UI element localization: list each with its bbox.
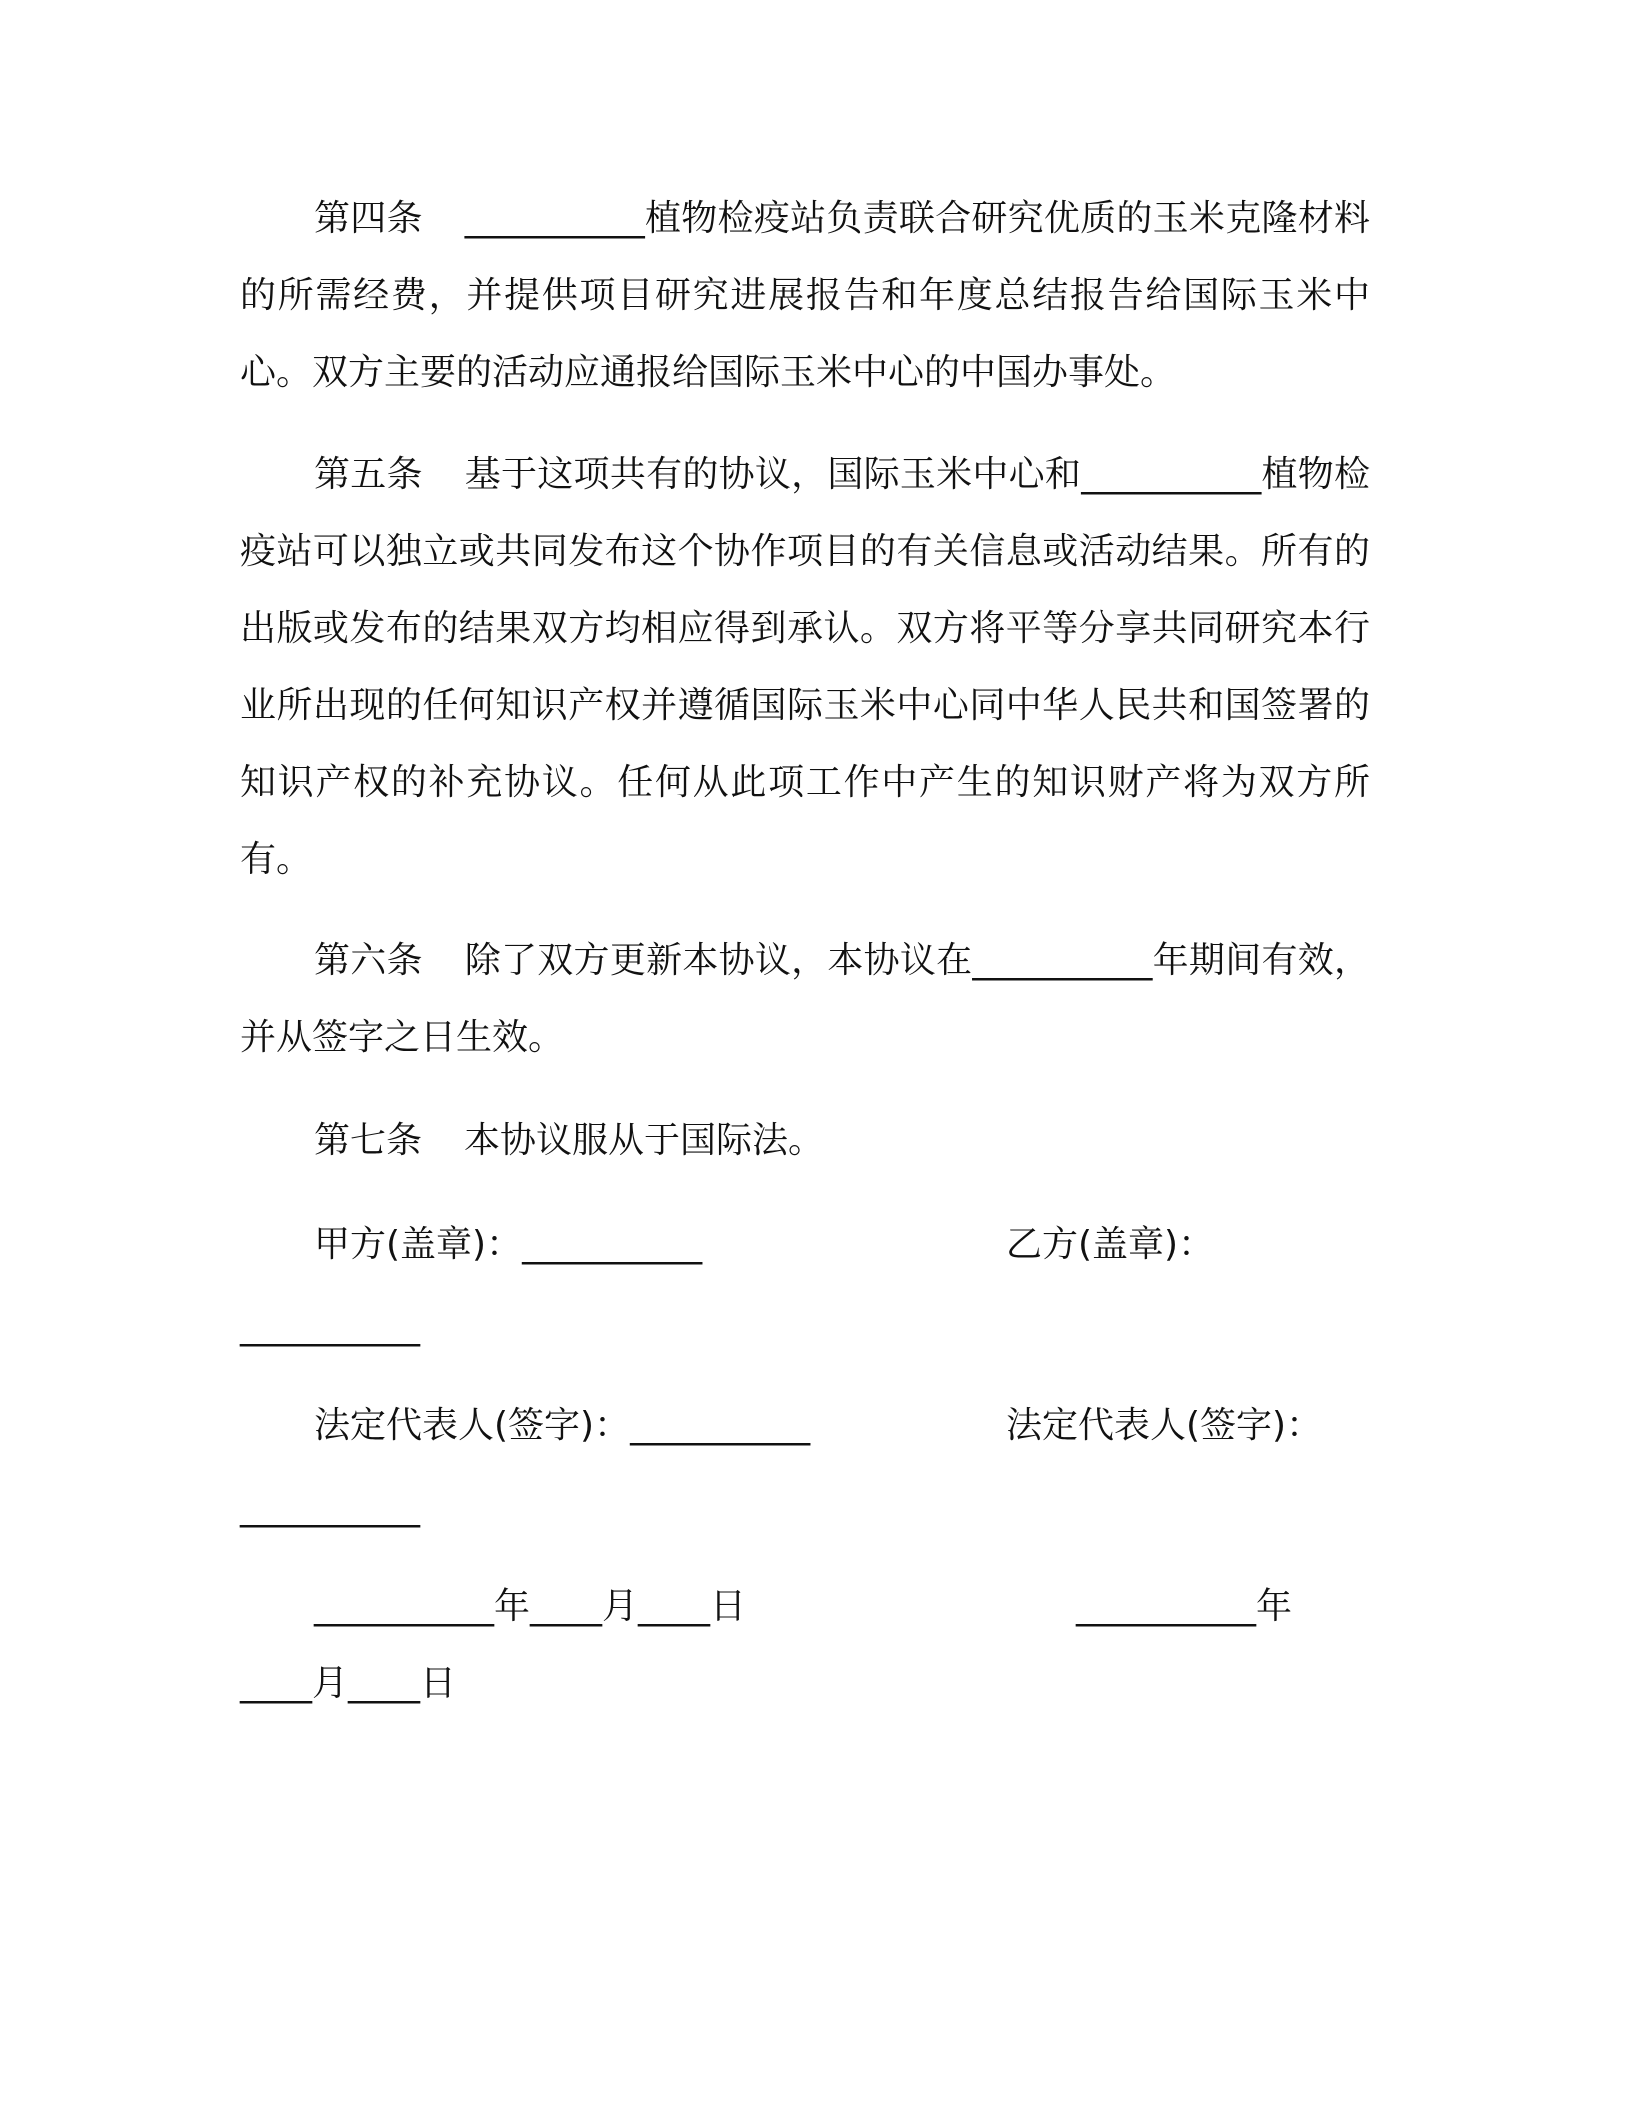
article-7 — [240, 1102, 1370, 1179]
article-label: 第五条 — [314, 454, 423, 495]
party-b-seal-blank: __________ — [240, 1306, 420, 1347]
article-6 — [240, 922, 1370, 1076]
article-text: 除了双方更新本协议，本协议在__________年期间有效，并从签字之日生效。 — [240, 940, 1370, 1058]
party-b-seal: 乙方(盖章)： — [1006, 1224, 1215, 1265]
party-b-date-year: __________年 — [1076, 1586, 1293, 1627]
article-text: 本协议服从于国际法。 — [464, 1120, 825, 1161]
party-a-representative: 法定代表人(签字)：__________ — [314, 1405, 811, 1446]
party-a-date: __________年____月____日 — [314, 1586, 746, 1627]
article-5 — [240, 436, 1370, 898]
article-text: __________植物检疫站负责联合研究优质的玉米克隆材料的所需经费，并提供项目研究进展报告和年度总结报告给国际玉米中心。双方主要的活动应通报给国际玉米中心的中国办事处。 — [240, 198, 1370, 393]
article-4 — [240, 180, 1370, 411]
party-b-representative-blank: __________ — [240, 1487, 420, 1528]
article-label: 第七条 — [314, 1120, 423, 1161]
article-label: 第六条 — [314, 940, 423, 981]
party-a-seal: 甲方(盖章)：__________ — [314, 1224, 703, 1265]
article-text: 基于这项共有的协议，国际玉米中心和__________植物检疫站可以独立或共同发布这个协作项目的有关信息或活动结果。所有的出版或发布的结果双方均相应得到承认。双方将平等分享共同研究本行业所出现的任何知识产权并遵循国际玉米中心同中华人民共和国签署的知识产权的补充协议。任何从此项工作中产生的知识财产将为双方所有。 — [240, 454, 1370, 880]
party-b-date-month-day: ____月____日 — [240, 1663, 457, 1704]
party-b-representative: 法定代表人(签字)： — [1006, 1405, 1323, 1446]
article-label: 第四条 — [314, 198, 423, 239]
